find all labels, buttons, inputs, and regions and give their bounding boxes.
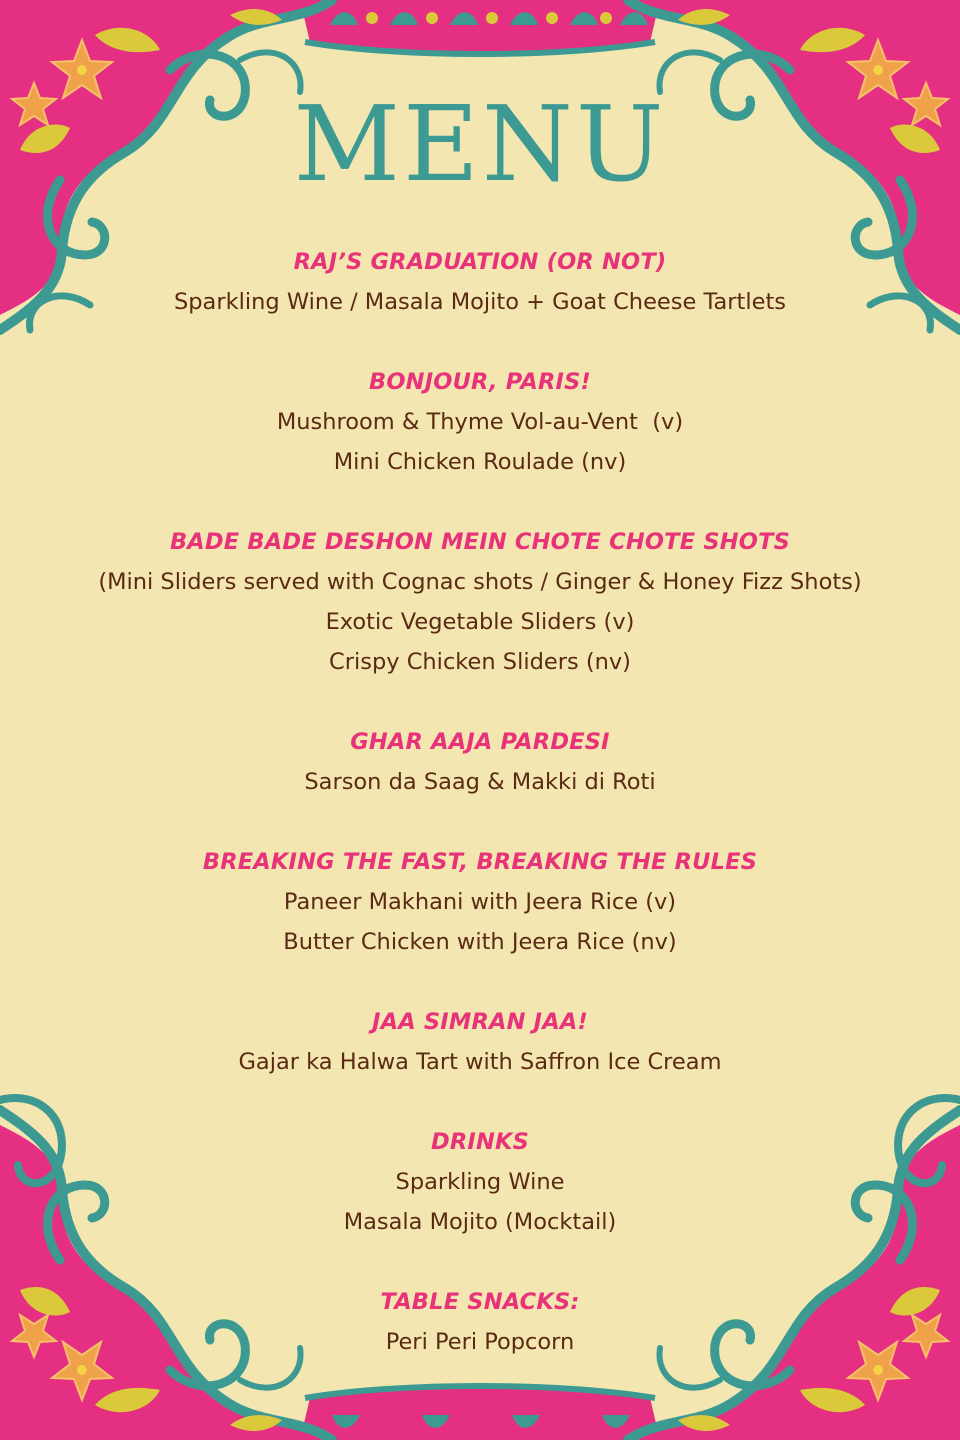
menu-section	[0, 362, 960, 482]
section-heading: BONJOUR, PARIS!	[368, 369, 591, 395]
menu-item: Sparkling Wine	[395, 1169, 565, 1195]
menu-item: Sarson da Saag & Makki di Roti	[304, 769, 656, 795]
menu-item: Crispy Chicken Sliders (nv)	[329, 649, 631, 675]
menu-item: Gajar ka Halwa Tart with Saffron Ice Cream	[238, 1049, 722, 1075]
menu-item: (Mini Sliders served with Cognac shots / Ginger & Honey Fizz Shots)	[98, 569, 862, 595]
menu-section	[0, 242, 960, 322]
section-heading: BREAKING THE FAST, BREAKING THE RULES	[202, 849, 758, 875]
menu-section	[0, 1122, 960, 1242]
section-heading: TABLE SNACKS:	[380, 1289, 580, 1315]
menu-section	[0, 842, 960, 962]
section-heading: JAA SIMRAN JAA!	[372, 1009, 588, 1035]
menu-item: Mushroom & Thyme Vol-au-Vent (v)	[276, 409, 684, 435]
menu-item: Peri Peri Popcorn	[385, 1329, 575, 1355]
menu-section	[0, 522, 960, 682]
menu-item: Sparkling Wine / Masala Mojito + Goat Cheese Tartlets	[173, 289, 786, 315]
menu-sections	[0, 242, 960, 1402]
section-heading: DRINKS	[430, 1129, 530, 1155]
menu-section	[0, 1282, 960, 1362]
menu-section	[0, 1002, 960, 1082]
menu-item: Exotic Vegetable Sliders (v)	[325, 609, 635, 635]
section-heading: RAJ’S GRADUATION (OR NOT)	[293, 249, 667, 275]
section-heading: BADE BADE DESHON MEIN CHOTE CHOTE SHOTS	[169, 529, 791, 555]
menu-section	[0, 722, 960, 802]
menu-item: Mini Chicken Roulade (nv)	[333, 449, 627, 475]
menu-title: MENU	[293, 83, 667, 205]
menu-item: Butter Chicken with Jeera Rice (nv)	[283, 929, 677, 955]
menu-item: Paneer Makhani with Jeera Rice (v)	[283, 889, 677, 915]
section-heading: GHAR AAJA PARDESI	[350, 729, 610, 755]
menu-item: Masala Mojito (Mocktail)	[343, 1209, 617, 1235]
